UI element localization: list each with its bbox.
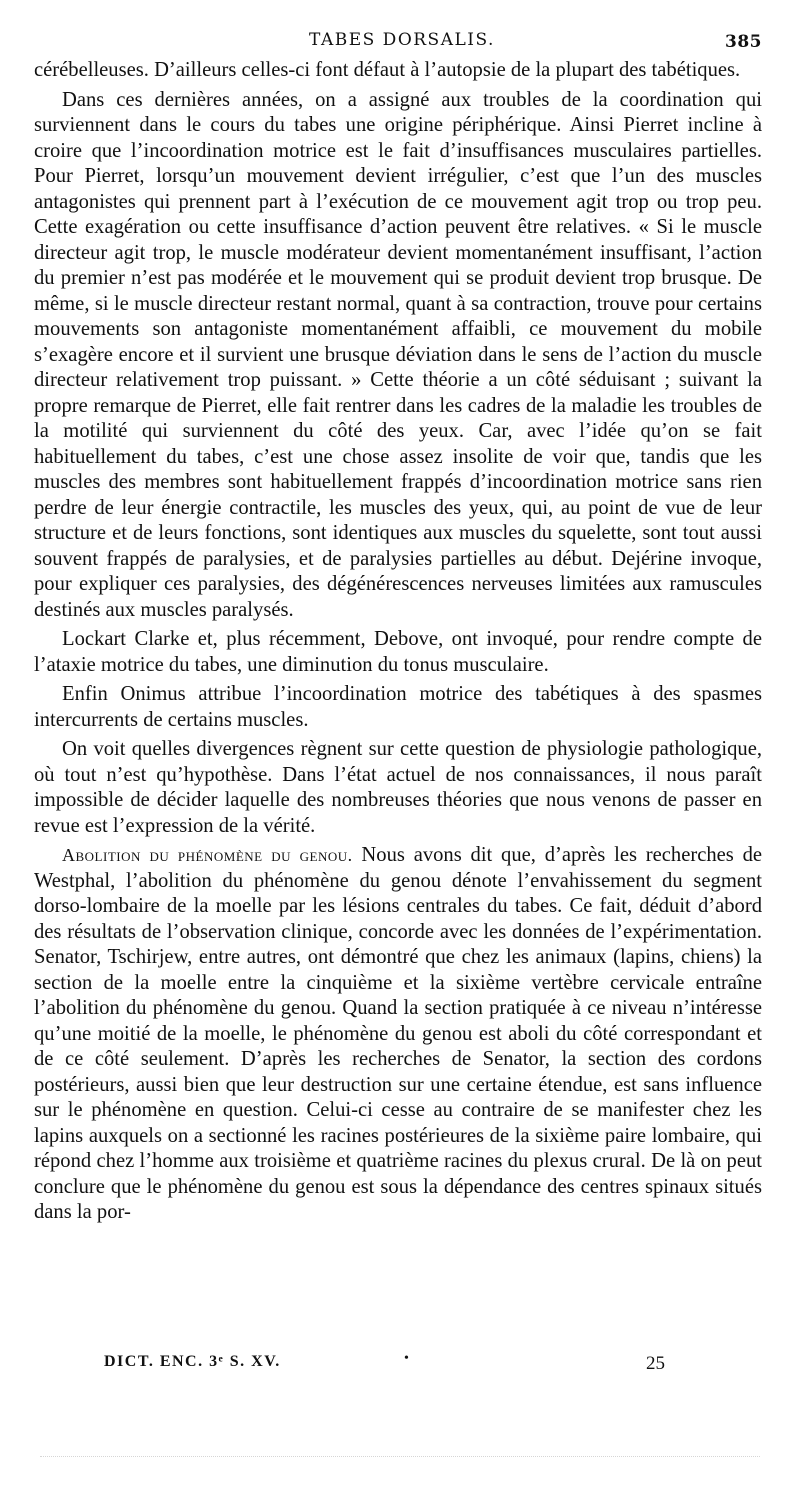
paragraph-onimus: Enfin Onimus attribue l’incoordination motrice des tabétiques à des spasmes intercurrents de certains muscles. (34, 683, 762, 731)
section-text: Nous avons dit que, d’après les recherches de Westphal, l’abolition du phénomène du genou dénote l’envahissement du segment dorso-lombaire de la moelle par les lésions centrales du tabes. Ce fait, déduit d’abord des résultats de l’observation clinique, concorde avec les données de l’expérimentation. Senator, Tschirjew, entre autres, ont démontré que chez les animaux (lapins, chiens) la section de la moelle entre la cinquième et la sixième vertèbre cervicale entraîne l’abolition du phénomène du genou. Quand la section pratiquée à ce niveau n’intéresse qu’une moitié de la moelle, le phénomène du genou est aboli du côté correspondant et de ce côté seulement. D’après les recherches de Senator, la section des cordons postérieurs, aussi bien que leur destruction sur une certaine étendue, est sans influence sur le phénomène en question. Celui-ci cesse au contraire de se manifester chez les lapins auxquels on a sectionné les racines postérieures de la sixième paire lombaire, qui répond chez l’homme aux troisième et quatrième racines du plexus crural. De là on peut conclure que le phénomène du genou est sous la dépendance des centres spinaux situés dans la por- (34, 844, 763, 1223)
section-knee-reflex (34, 843, 762, 1226)
paragraph-peripheral-origin: Dans ces dernières années, on a assigné aux troubles de la coordination qui surviennent dans le cours du tabes une origine périphérique. Ainsi Pierret incline à croire que l’incoordination motrice est le fait d’insuffisances musculaires partielles. Pour Pierret, lorsqu’un mouvement devient irrégulier, c’est que l’un des muscles antagonistes qui prennent part à l’exécution de ce mouvement agit trop ou trop peu. Cette exagération ou cette insuffisance d’action peuvent être relatives. « Si le muscle directeur agit trop, le muscle modérateur devient momentanément insuffisant, l’action du premier n’est pas modérée et le mouvement qui se produit devient trop brusque. De même, si le muscle directeur restant normal, quant à sa contraction, trouve pour certains mouvements son antagoniste momentanément affaibli, ce mouvement du mobile s’exagère encore et il survient une brusque déviation dans le sens de l’action du muscle directeur relativement trop puissant. » Cette théorie a un côté séduisant ; suivant la propre remarque de Pierret, elle fait rentrer dans les cadres de la maladie les troubles de la motilité qui surviennent du côté des yeux. Car, avec l’idée qu’on se fait habituellement du tabes, c’est une chose assez insolite de voir que, tandis que les muscles des membres sont habituellement frappés d’incoordination motrice sans rien perdre de leur énergie contractile, les muscles des yeux, qui, au point de vue de leur structure et de leurs fonctions, sont identiques aux muscles du squelette, sont tout aussi souvent frappés de paralysies, et de paralysies partielles au début. Dejérine invoque, pour expliquer ces paralysies, des dégénérescences nerveuses limitées aux ramuscules destinés aux muscles paralysés. (34, 88, 762, 621)
section-heading: Abolition du phénomène du genou. (62, 845, 353, 865)
paragraph-divergences: On voit quelles divergences règnent sur cette question de physiologie pathologique, où tout n’est qu’hypothèse. Dans l’état actuel de nos connaissances, il nous paraît impossible de décider laquelle des nombreuses théories que nous venons de passer en revue est l’expression de la vérité. (34, 738, 762, 837)
bottom-margin-marks (40, 1456, 760, 1463)
footer (104, 1353, 704, 1379)
page-number: 385 (725, 32, 762, 52)
body-text (34, 58, 762, 1230)
paragraph-continuation: cérébelleuses. D’ailleurs celles-ci font défaut à l’autopsie de la plupart des tabétiques. (34, 59, 741, 81)
paragraph-lockart-clarke: Lockart Clarke et, plus récemment, Debove, ont invoqué, pour rendre compte de l’ataxie motrice du tabes, une diminution du tonus musculaire. (34, 628, 762, 676)
signature-mark: DICT. ENC. 3ᵉ S. XV. (104, 1353, 281, 1370)
running-head (34, 30, 770, 54)
signature-number: 25 (646, 1353, 665, 1374)
footer-dot: • (404, 1351, 409, 1366)
running-title: TABES DORSALIS. (309, 30, 495, 50)
